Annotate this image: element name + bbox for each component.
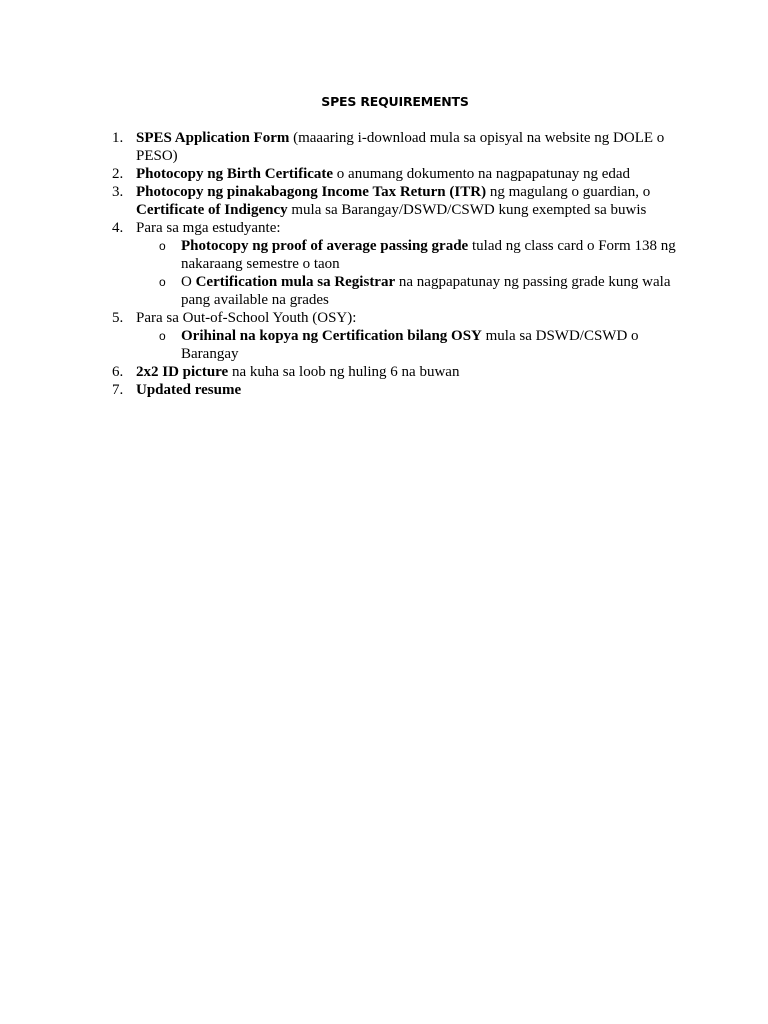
list-number: 2.	[112, 166, 124, 182]
requirements-list	[0, 129, 768, 399]
list-item-3	[0, 183, 686, 219]
item-bold-text: Photocopy ng Birth Certificate	[136, 166, 334, 182]
list-number: 3.	[112, 184, 124, 200]
sub-item-text: mula sa DSWD/CSWD o Barangay	[181, 328, 639, 362]
sub-item	[0, 327, 681, 363]
list-item-4	[0, 219, 686, 237]
list-number: 5.	[112, 310, 124, 326]
sub-item	[0, 237, 681, 273]
item-text: Para sa Out-of-School Youth (OSY):	[136, 310, 357, 326]
sub-item-text: na nagpapatunay ng passing grade kung wala pang available na grades	[181, 274, 671, 308]
list-item-1	[0, 129, 686, 165]
sub-item-bold-text: Orihinal na kopya ng Certification bilang OSY	[181, 328, 482, 344]
item-text: Para sa mga estudyante:	[136, 220, 281, 236]
list-number: 7.	[112, 382, 124, 398]
bullet-icon: o	[159, 275, 166, 289]
item-text-2: mula sa Barangay/DSWD/CSWD kung exempted sa buwis	[287, 202, 647, 218]
item-bold-text: 2x2 ID picture	[136, 364, 229, 380]
item-bold-text: Photocopy ng pinakabagong Income Tax Return (ITR)	[136, 184, 487, 200]
item-bold-text: SPES Application Form	[136, 130, 290, 146]
list-item-7	[0, 381, 686, 399]
sub-item-bold-text: Certification mula sa Registrar	[195, 274, 396, 290]
item-bold-text: Updated resume	[136, 382, 242, 398]
list-number: 1.	[112, 130, 124, 146]
list-item-5	[0, 309, 686, 327]
list-number: 6.	[112, 364, 124, 380]
sub-item-prefix: O	[181, 274, 196, 290]
sub-item-bold-text: Photocopy ng proof of average passing grade	[181, 238, 469, 254]
item-text: na kuha sa loob ng huling 6 na buwan	[228, 364, 460, 380]
document-title: SPES REQUIREMENTS	[321, 94, 469, 109]
list-item-2	[0, 165, 686, 183]
bullet-icon: o	[159, 239, 166, 253]
sub-item	[0, 273, 681, 309]
bullet-icon: o	[159, 329, 166, 343]
item-text: (maaaring i-download mula sa opisyal na website ng DOLE o PESO)	[136, 130, 665, 164]
list-item-6	[0, 363, 686, 381]
item-bold-text-2: Certificate of Indigency	[136, 202, 288, 218]
item-text: o anumang dokumento na nagpapatunay ng edad	[333, 166, 631, 182]
list-number: 4.	[112, 220, 124, 236]
item-text: ng magulang o guardian, o	[486, 184, 651, 200]
sub-item-text: tulad ng class card o Form 138 ng nakaraang semestre o taon	[181, 238, 676, 272]
